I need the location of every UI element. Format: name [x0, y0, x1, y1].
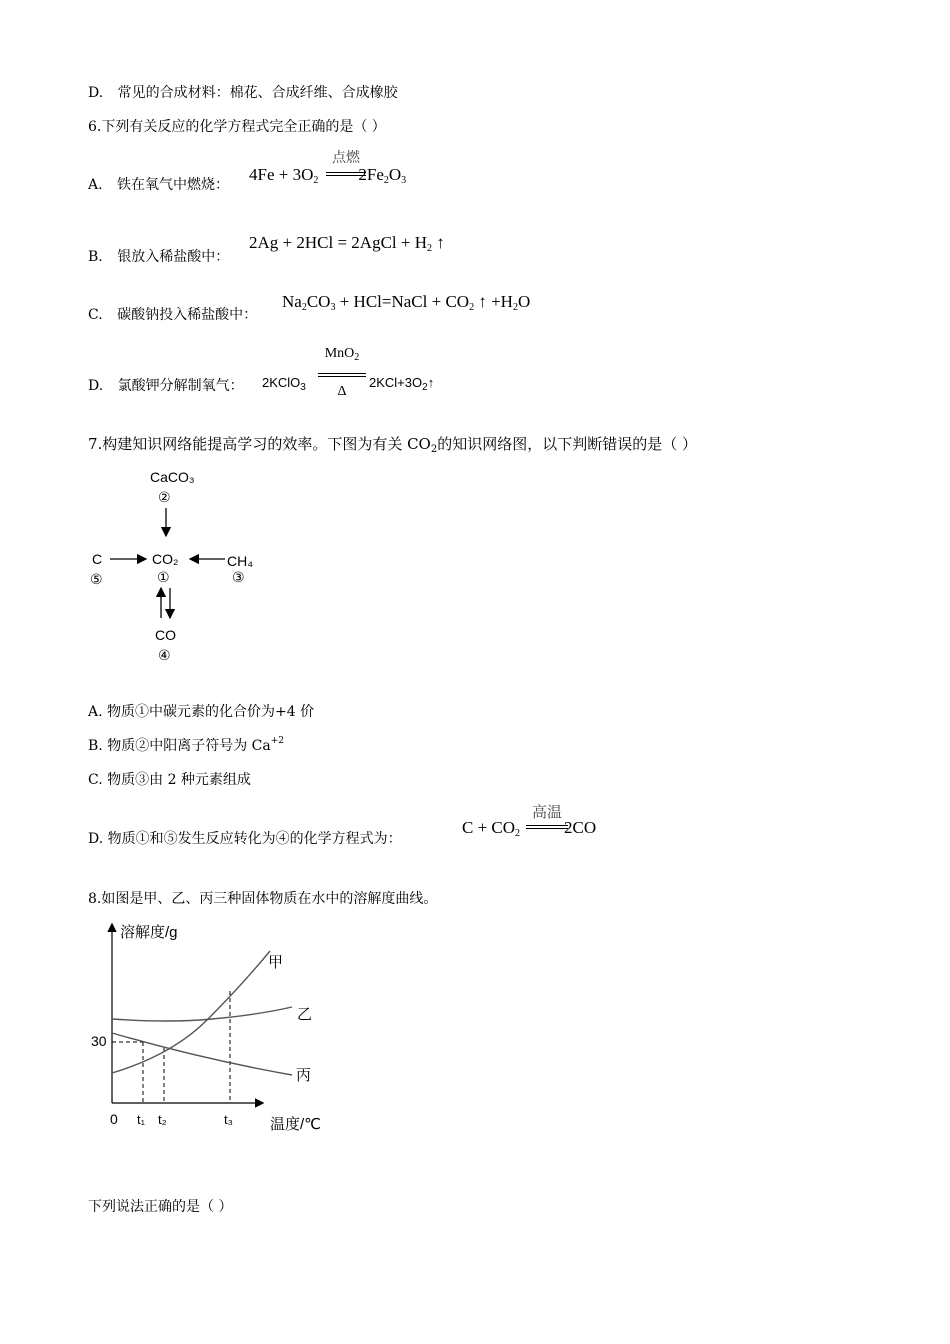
eq-sub: 2 — [469, 302, 475, 313]
charge-superscript: +2 — [270, 736, 284, 746]
q7-option-d: D. 物质①和⑤发生反应转化为④的化学方程式为： — [88, 831, 402, 847]
eq-sub: 2 — [430, 444, 438, 455]
eq-sub: 2 — [301, 302, 307, 313]
curve-bing — [112, 1033, 292, 1075]
gas-arrow: ↑ — [436, 233, 445, 252]
eq-lhs: 4Fe + 3O — [249, 165, 314, 184]
option-text: 碳酸钠投入稀盐酸中： — [117, 307, 258, 323]
caco3-label: CaCO₃ — [150, 469, 195, 485]
co2-network-diagram — [80, 462, 280, 672]
solubility-chart — [82, 915, 342, 1137]
option-label: D. — [88, 378, 104, 394]
option-label: B. — [88, 249, 103, 265]
eq-sub: 2 — [515, 828, 521, 839]
eq-rhs: 2KCl+3O — [369, 375, 423, 390]
y-axis-label: 溶解度/g — [120, 924, 178, 941]
q6-d-rhs — [369, 375, 434, 393]
condition-ignite: 点燃 — [332, 150, 360, 166]
eq-rhs: 2Fe — [358, 165, 384, 184]
q6-c-equation — [282, 292, 530, 313]
co2-label: CO₂ — [152, 551, 179, 567]
q6-b-equation — [249, 233, 445, 254]
eq-rhs-o: O — [388, 165, 402, 184]
co-label: CO — [155, 627, 176, 643]
equilibrium-line — [318, 373, 366, 377]
eq-sub: 2 — [313, 175, 319, 186]
q7-option-c: C. 物质③由 2 种元素组成 — [88, 772, 251, 788]
equilibrium-line — [526, 825, 568, 829]
series-label-yi: 乙 — [297, 1006, 313, 1023]
q6-option-b — [88, 246, 229, 266]
x-tick-t1: t₁ — [137, 1112, 145, 1127]
series-label-jia: 甲 — [268, 954, 284, 971]
eq-lhs: C + CO — [462, 818, 516, 837]
node-2-marker: ② — [158, 489, 171, 505]
curve-yi — [112, 1007, 292, 1021]
node-3-marker: ③ — [232, 569, 245, 585]
catalyst-text: MnO — [324, 346, 355, 361]
x-tick-t3: t₃ — [224, 1112, 233, 1127]
c-label: C — [92, 551, 103, 567]
eq-sub: 2 — [427, 243, 432, 254]
eq-part: + HCl=NaCl + CO — [335, 292, 470, 311]
ch4-label: CH₄ — [227, 553, 253, 569]
eq-body: 2Ag + 2HCl = 2AgCl + H — [249, 233, 427, 252]
eq-rhs: 2CO — [564, 818, 597, 837]
eq-sub: 2 — [354, 352, 360, 363]
catalyst-label — [316, 346, 368, 363]
eq-sub: 3 — [401, 175, 407, 186]
eq-sub: 2 — [512, 302, 518, 313]
option-text: B. 物质②中阳离子符号为 Ca — [88, 738, 271, 754]
q6-option-c — [88, 304, 257, 324]
eq-sub: 3 — [330, 302, 336, 313]
eq-lhs: 2KClO — [262, 375, 301, 390]
heat-symbol: Δ — [337, 384, 347, 399]
option-label: C. — [88, 307, 103, 323]
eq-part: O — [517, 292, 531, 311]
q7-option-a: A. 物质①中碳元素的化合价为+4 价 — [88, 704, 315, 720]
eq-part: Na — [282, 292, 302, 311]
option-text: 银放入稀盐酸中： — [117, 249, 230, 265]
q6-stem: 6.下列有关反应的化学方程式完全正确的是（ ） — [88, 119, 386, 135]
q8-stem: 8.如图是甲、乙、丙三种固体物质在水中的溶解度曲线。 — [88, 891, 438, 907]
y-tick-30: 30 — [91, 1033, 107, 1049]
option-text: 氯酸钾分解制氧气： — [117, 378, 244, 394]
node-5-marker: ⑤ — [90, 571, 103, 587]
q8-follow-prompt: 下列说法正确的是（ ） — [88, 1199, 233, 1215]
q7-stem — [88, 433, 697, 455]
option-label: A. — [88, 177, 103, 193]
eq-sub: 2 — [422, 382, 428, 393]
node-1-marker: ① — [157, 569, 170, 585]
curve-jia — [112, 951, 270, 1073]
q6-option-d — [88, 375, 244, 395]
q7-option-b — [88, 735, 284, 755]
condition-high-temp: 高温 — [531, 803, 562, 821]
eq-sub: 2 — [383, 175, 389, 186]
option-text: 铁在氧气中燃烧： — [117, 177, 230, 193]
option-label: D. — [88, 85, 104, 101]
node-4-marker: ④ — [158, 647, 171, 663]
series-label-bing: 丙 — [296, 1067, 312, 1084]
x-tick-t2: t₂ — [158, 1112, 167, 1127]
eq-part: ↑ +H — [478, 292, 513, 311]
q5-option-d — [88, 82, 398, 102]
gas-arrow: ↑ — [427, 375, 435, 390]
option-text: 常见的合成材料：棉花、合成纤维、合成橡胶 — [117, 85, 398, 101]
stem-part: 的知识网络图，以下判断错误的是（ ） — [437, 435, 698, 453]
stem-part: 7.构建知识网络能提高学习的效率。下图为有关 CO — [88, 435, 431, 453]
eq-part: CO — [306, 292, 331, 311]
equilibrium-line — [326, 172, 366, 176]
x-tick-0: 0 — [110, 1111, 118, 1127]
q6-d-lhs — [262, 375, 306, 393]
q6-option-a — [88, 174, 229, 194]
eq-sub: 3 — [300, 382, 306, 393]
x-axis-label: 温度/℃ — [270, 1116, 322, 1133]
